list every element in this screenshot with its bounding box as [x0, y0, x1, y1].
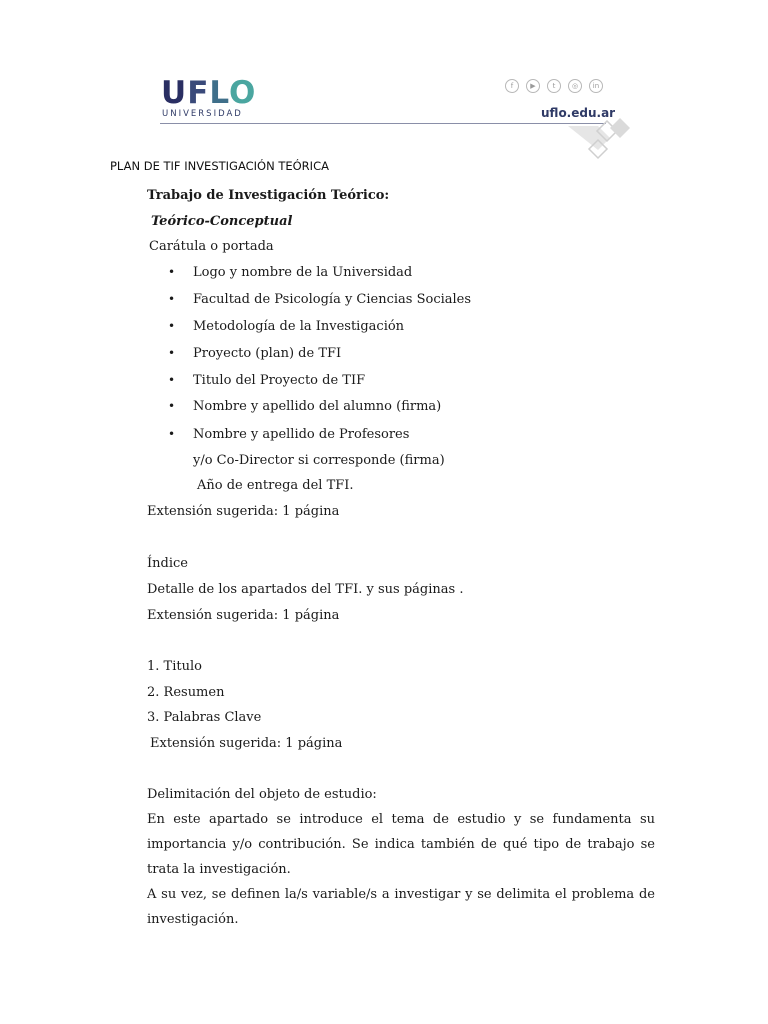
- indice-title: Índice: [147, 556, 188, 571]
- logo-letter-l: L: [209, 75, 230, 111]
- bullet-item: Logo y nombre de la Universidad: [193, 265, 413, 280]
- bullet-marker: •: [168, 427, 176, 441]
- numbered-item: 3. Palabras Clave: [147, 710, 262, 725]
- indice-detail: Detalle de los apartados del TFI. y sus páginas .: [147, 582, 464, 597]
- bullet-item: Nombre y apellido del alumno (firma): [193, 399, 442, 414]
- bullet-marker: •: [168, 292, 176, 306]
- logo-letter-u: U: [161, 75, 188, 111]
- extension-note: Extensión sugerida: 1 página: [147, 608, 340, 623]
- numbered-item: 1. Titulo: [147, 659, 202, 674]
- bullet-item: Facultad de Psicología y Ciencias Sociales: [193, 292, 472, 307]
- plan-heading: PLAN DE TIF INVESTIGACIÓN TEÓRICA: [110, 159, 329, 173]
- social-icons: [505, 79, 603, 93]
- bullet-item: Titulo del Proyecto de TIF: [193, 373, 366, 388]
- bullet-marker: •: [168, 265, 176, 279]
- section-title: Trabajo de Investigación Teórico:: [147, 188, 390, 203]
- caratula-label: Carátula o portada: [149, 239, 274, 254]
- logo-letter-o: O: [229, 75, 257, 111]
- bullet-continuation: Año de entrega del TFI.: [197, 478, 354, 493]
- extension-note: Extensión sugerida: 1 página: [150, 736, 343, 751]
- paragraph-variables: A su vez, se definen la/s variable/s a investigar y se delimita el problema de investigación.: [147, 887, 655, 927]
- bullet-marker: •: [168, 399, 176, 413]
- bullet-marker: •: [168, 373, 176, 387]
- uflo-logo: [161, 76, 256, 110]
- twitter-icon[interactable]: t: [547, 79, 561, 93]
- bullet-continuation: y/o Co-Director si corresponde (firma): [193, 453, 445, 468]
- paragraph-intro: En este apartado se introduce el tema de estudio y se fundamenta su importancia y/o contribución. Se indica también de qué tipo de trabajo se trata la investigación.: [147, 812, 655, 877]
- facebook-icon[interactable]: f: [505, 79, 519, 93]
- bullet-item: Metodología de la Investigación: [193, 319, 405, 334]
- numbered-item: 2. Resumen: [147, 685, 225, 700]
- bullet-marker: •: [168, 346, 176, 360]
- decorative-diamonds: [560, 118, 635, 163]
- extension-note: Extensión sugerida: 1 página: [147, 504, 340, 519]
- linkedin-icon[interactable]: in: [589, 79, 603, 93]
- bullet-item: Nombre y apellido de Profesores: [193, 427, 410, 442]
- delimitacion-title: Delimitación del objeto de estudio:: [147, 787, 377, 802]
- section-subtitle: Teórico-Conceptual: [151, 214, 293, 229]
- header-divider: [160, 123, 606, 124]
- logo-letter-f: F: [187, 75, 210, 111]
- bullet-item: Proyecto (plan) de TFI: [193, 346, 342, 361]
- logo-subtitle: UNIVERSIDAD: [162, 109, 243, 119]
- youtube-icon[interactable]: ▶: [526, 79, 540, 93]
- bullet-marker: •: [168, 319, 176, 333]
- instagram-icon[interactable]: ◎: [568, 79, 582, 93]
- site-url[interactable]: uflo.edu.ar: [541, 106, 616, 120]
